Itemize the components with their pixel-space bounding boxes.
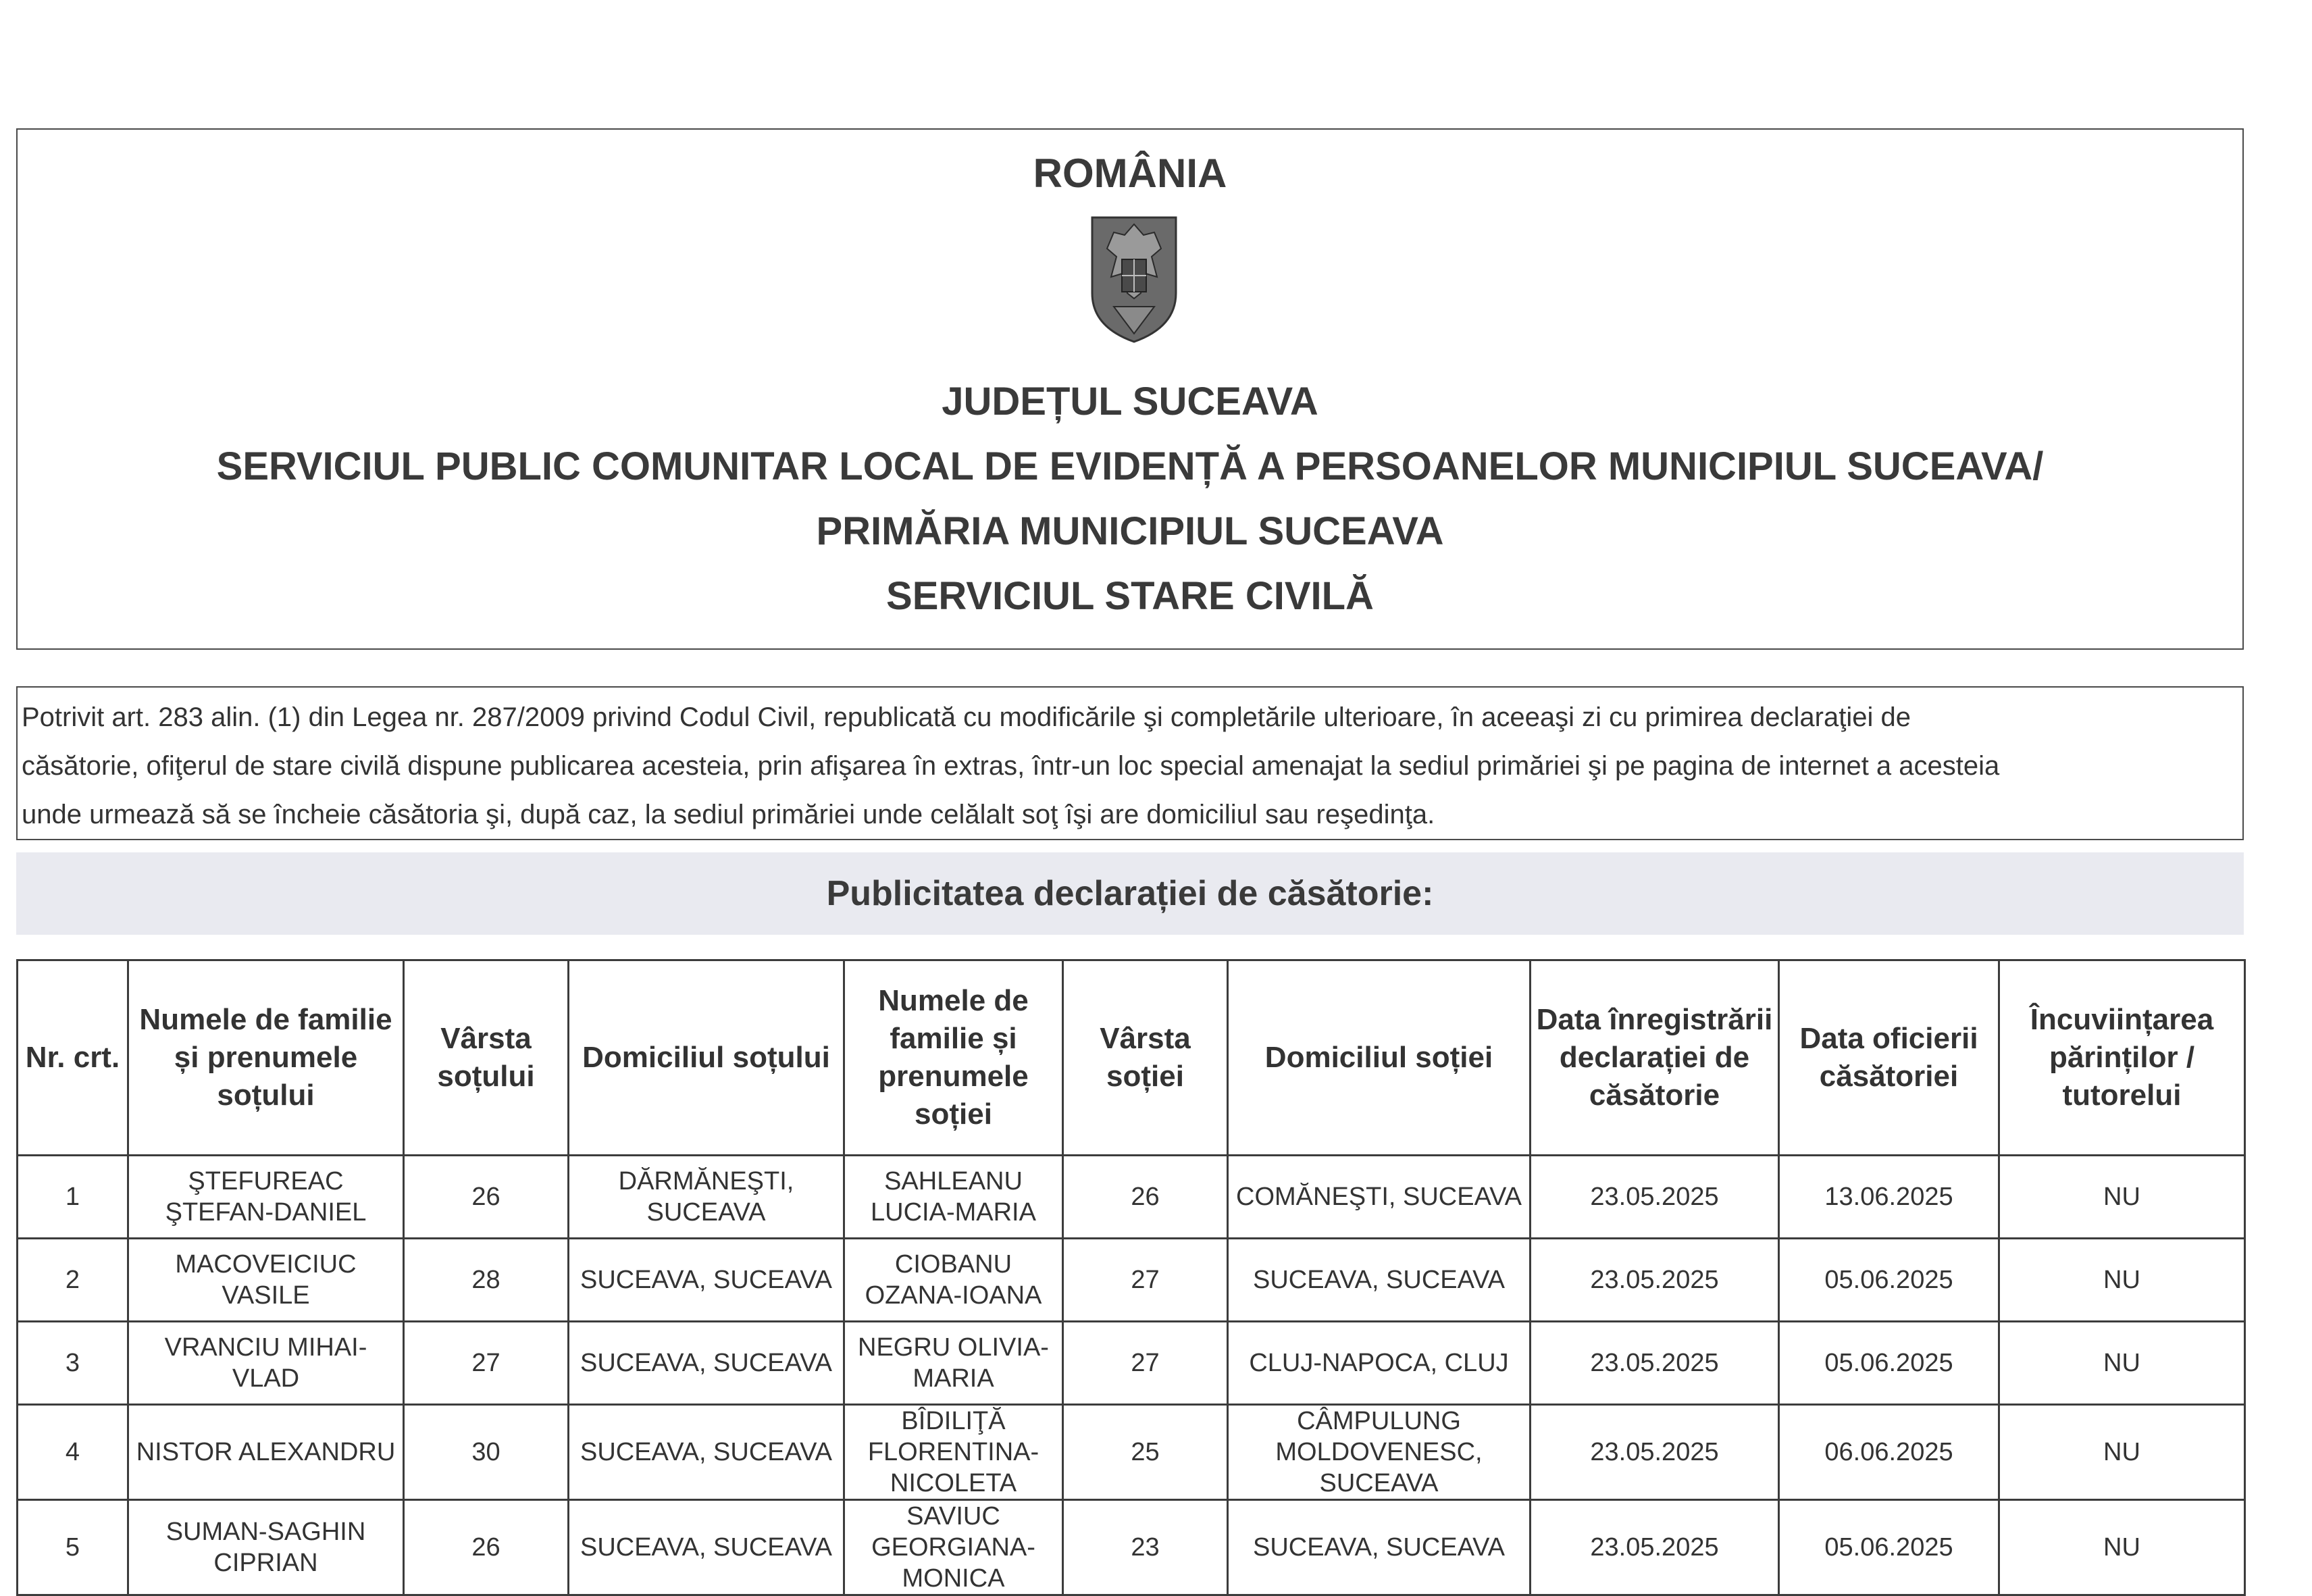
- col-header: Vârsta soțului: [404, 960, 569, 1156]
- table-cell: 27: [1063, 1239, 1228, 1322]
- marriage-table-wrapper: [16, 959, 2244, 1596]
- table-cell: 26: [404, 1500, 569, 1595]
- table-cell: 4: [18, 1405, 128, 1500]
- country-title: ROMÂNIA: [1033, 151, 1227, 196]
- table-cell: 23.05.2025: [1531, 1322, 1779, 1405]
- table-cell: 30: [404, 1405, 569, 1500]
- table-cell: CIOBANU OZANA-IOANA: [844, 1239, 1063, 1322]
- col-header: Nr. crt.: [18, 960, 128, 1156]
- table-cell: 27: [404, 1322, 569, 1405]
- county-title: JUDEȚUL SUCEAVA: [942, 380, 1318, 423]
- table-cell: 27: [1063, 1322, 1228, 1405]
- section-title: Publicitatea declarației de căsătorie:: [826, 874, 1434, 913]
- legal-line: căsătorie, ofiţerul de stare civilă dispune publicarea acesteia, prin afişarea în extras, într-un loc special amenajat la sediul primăriei şi pe pagina de internet a acesteia: [22, 751, 2000, 781]
- marriage-declarations-table: [16, 959, 2246, 1596]
- col-header: Vârsta soției: [1063, 960, 1228, 1156]
- table-cell: 3: [18, 1322, 128, 1405]
- table-cell: CLUJ-NAPOCA, CLUJ: [1228, 1322, 1531, 1405]
- table-cell: 1: [18, 1156, 128, 1239]
- table-cell: 26: [404, 1156, 569, 1239]
- table-row: [18, 1500, 2245, 1595]
- table-cell: SUCEAVA, SUCEAVA: [569, 1239, 844, 1322]
- table-cell: NU: [1999, 1405, 2245, 1500]
- table-cell: ŞTEFUREAC ŞTEFAN-DANIEL: [128, 1156, 404, 1239]
- table-row: [18, 1239, 2245, 1322]
- table-header-row: [18, 960, 2245, 1156]
- table-cell: SUCEAVA, SUCEAVA: [1228, 1239, 1531, 1322]
- table-cell: NU: [1999, 1322, 2245, 1405]
- table-cell: 25: [1063, 1405, 1228, 1500]
- table-cell: 05.06.2025: [1779, 1500, 1999, 1595]
- table-cell: NU: [1999, 1156, 2245, 1239]
- legal-line: unde urmează să se încheie căsătoria şi, după caz, la sediul primăriei unde celălalt soţ îşi are domiciliul sau reşedinţa.: [22, 800, 1435, 829]
- col-header: Numele de familie și prenumele soțului: [128, 960, 404, 1156]
- table-cell: DĂRMĂNEŞTI, SUCEAVA: [569, 1156, 844, 1239]
- table-cell: SUCEAVA, SUCEAVA: [1228, 1500, 1531, 1595]
- col-header: Domiciliul soției: [1228, 960, 1531, 1156]
- col-header: Numele de familie și prenumele soției: [844, 960, 1063, 1156]
- document-header: [16, 128, 2244, 650]
- table-cell: 23.05.2025: [1531, 1156, 1779, 1239]
- table-row: [18, 1322, 2245, 1405]
- table-cell: 23: [1063, 1500, 1228, 1595]
- table-cell: 2: [18, 1239, 128, 1322]
- table-cell: NEGRU OLIVIA-MARIA: [844, 1322, 1063, 1405]
- table-cell: COMĂNEŞTI, SUCEAVA: [1228, 1156, 1531, 1239]
- col-header: Încuviințarea părinților / tutorelui: [1999, 960, 2245, 1156]
- section-banner: [16, 852, 2244, 935]
- legal-line: Potrivit art. 283 alin. (1) din Legea nr. 287/2009 privind Codul Civil, republicată cu modificările şi completările ulterioare, în aceeaşi zi cu primirea declaraţiei de: [22, 702, 1911, 732]
- civil-status-title: SERVICIUL STARE CIVILĂ: [886, 574, 1374, 618]
- table-cell: SUCEAVA, SUCEAVA: [569, 1322, 844, 1405]
- table-row: [18, 1156, 2245, 1239]
- col-header: Data oficierii căsătoriei: [1779, 960, 1999, 1156]
- table-cell: 26: [1063, 1156, 1228, 1239]
- table-cell: NISTOR ALEXANDRU: [128, 1405, 404, 1500]
- table-cell: SUMAN-SAGHIN CIPRIAN: [128, 1500, 404, 1595]
- table-cell: 13.06.2025: [1779, 1156, 1999, 1239]
- table-cell: VRANCIU MIHAI-VLAD: [128, 1322, 404, 1405]
- table-cell: SAHLEANU LUCIA-MARIA: [844, 1156, 1063, 1239]
- col-header: Data înregistrării declarației de căsătorie: [1531, 960, 1779, 1156]
- table-cell: 23.05.2025: [1531, 1500, 1779, 1595]
- table-cell: BÎDILIŢĂ FLORENTINA-NICOLETA: [844, 1405, 1063, 1500]
- table-cell: 23.05.2025: [1531, 1239, 1779, 1322]
- table-cell: 05.06.2025: [1779, 1322, 1999, 1405]
- table-cell: SUCEAVA, SUCEAVA: [569, 1500, 844, 1595]
- table-cell: NU: [1999, 1239, 2245, 1322]
- table-cell: 28: [404, 1239, 569, 1322]
- table-cell: CÂMPULUNG MOLDOVENESC, SUCEAVA: [1228, 1405, 1531, 1500]
- table-cell: 5: [18, 1500, 128, 1595]
- table-cell: MACOVEICIUC VASILE: [128, 1239, 404, 1322]
- table-cell: 05.06.2025: [1779, 1239, 1999, 1322]
- coat-of-arms-icon: [1087, 212, 1181, 344]
- city-hall-title: PRIMĂRIA MUNICIPIUL SUCEAVA: [816, 509, 1444, 553]
- table-row: [18, 1405, 2245, 1500]
- service-title: SERVICIUL PUBLIC COMUNITAR LOCAL DE EVIDENȚĂ A PERSOANELOR MUNICIPIUL SUCEAVA/: [216, 444, 2044, 488]
- legal-notice: [16, 686, 2244, 840]
- table-cell: 23.05.2025: [1531, 1405, 1779, 1500]
- table-cell: NU: [1999, 1500, 2245, 1595]
- col-header: Domiciliul soțului: [569, 960, 844, 1156]
- table-cell: 06.06.2025: [1779, 1405, 1999, 1500]
- header-lines: [18, 369, 2242, 629]
- table-cell: SUCEAVA, SUCEAVA: [569, 1405, 844, 1500]
- table-cell: SAVIUC GEORGIANA-MONICA: [844, 1500, 1063, 1595]
